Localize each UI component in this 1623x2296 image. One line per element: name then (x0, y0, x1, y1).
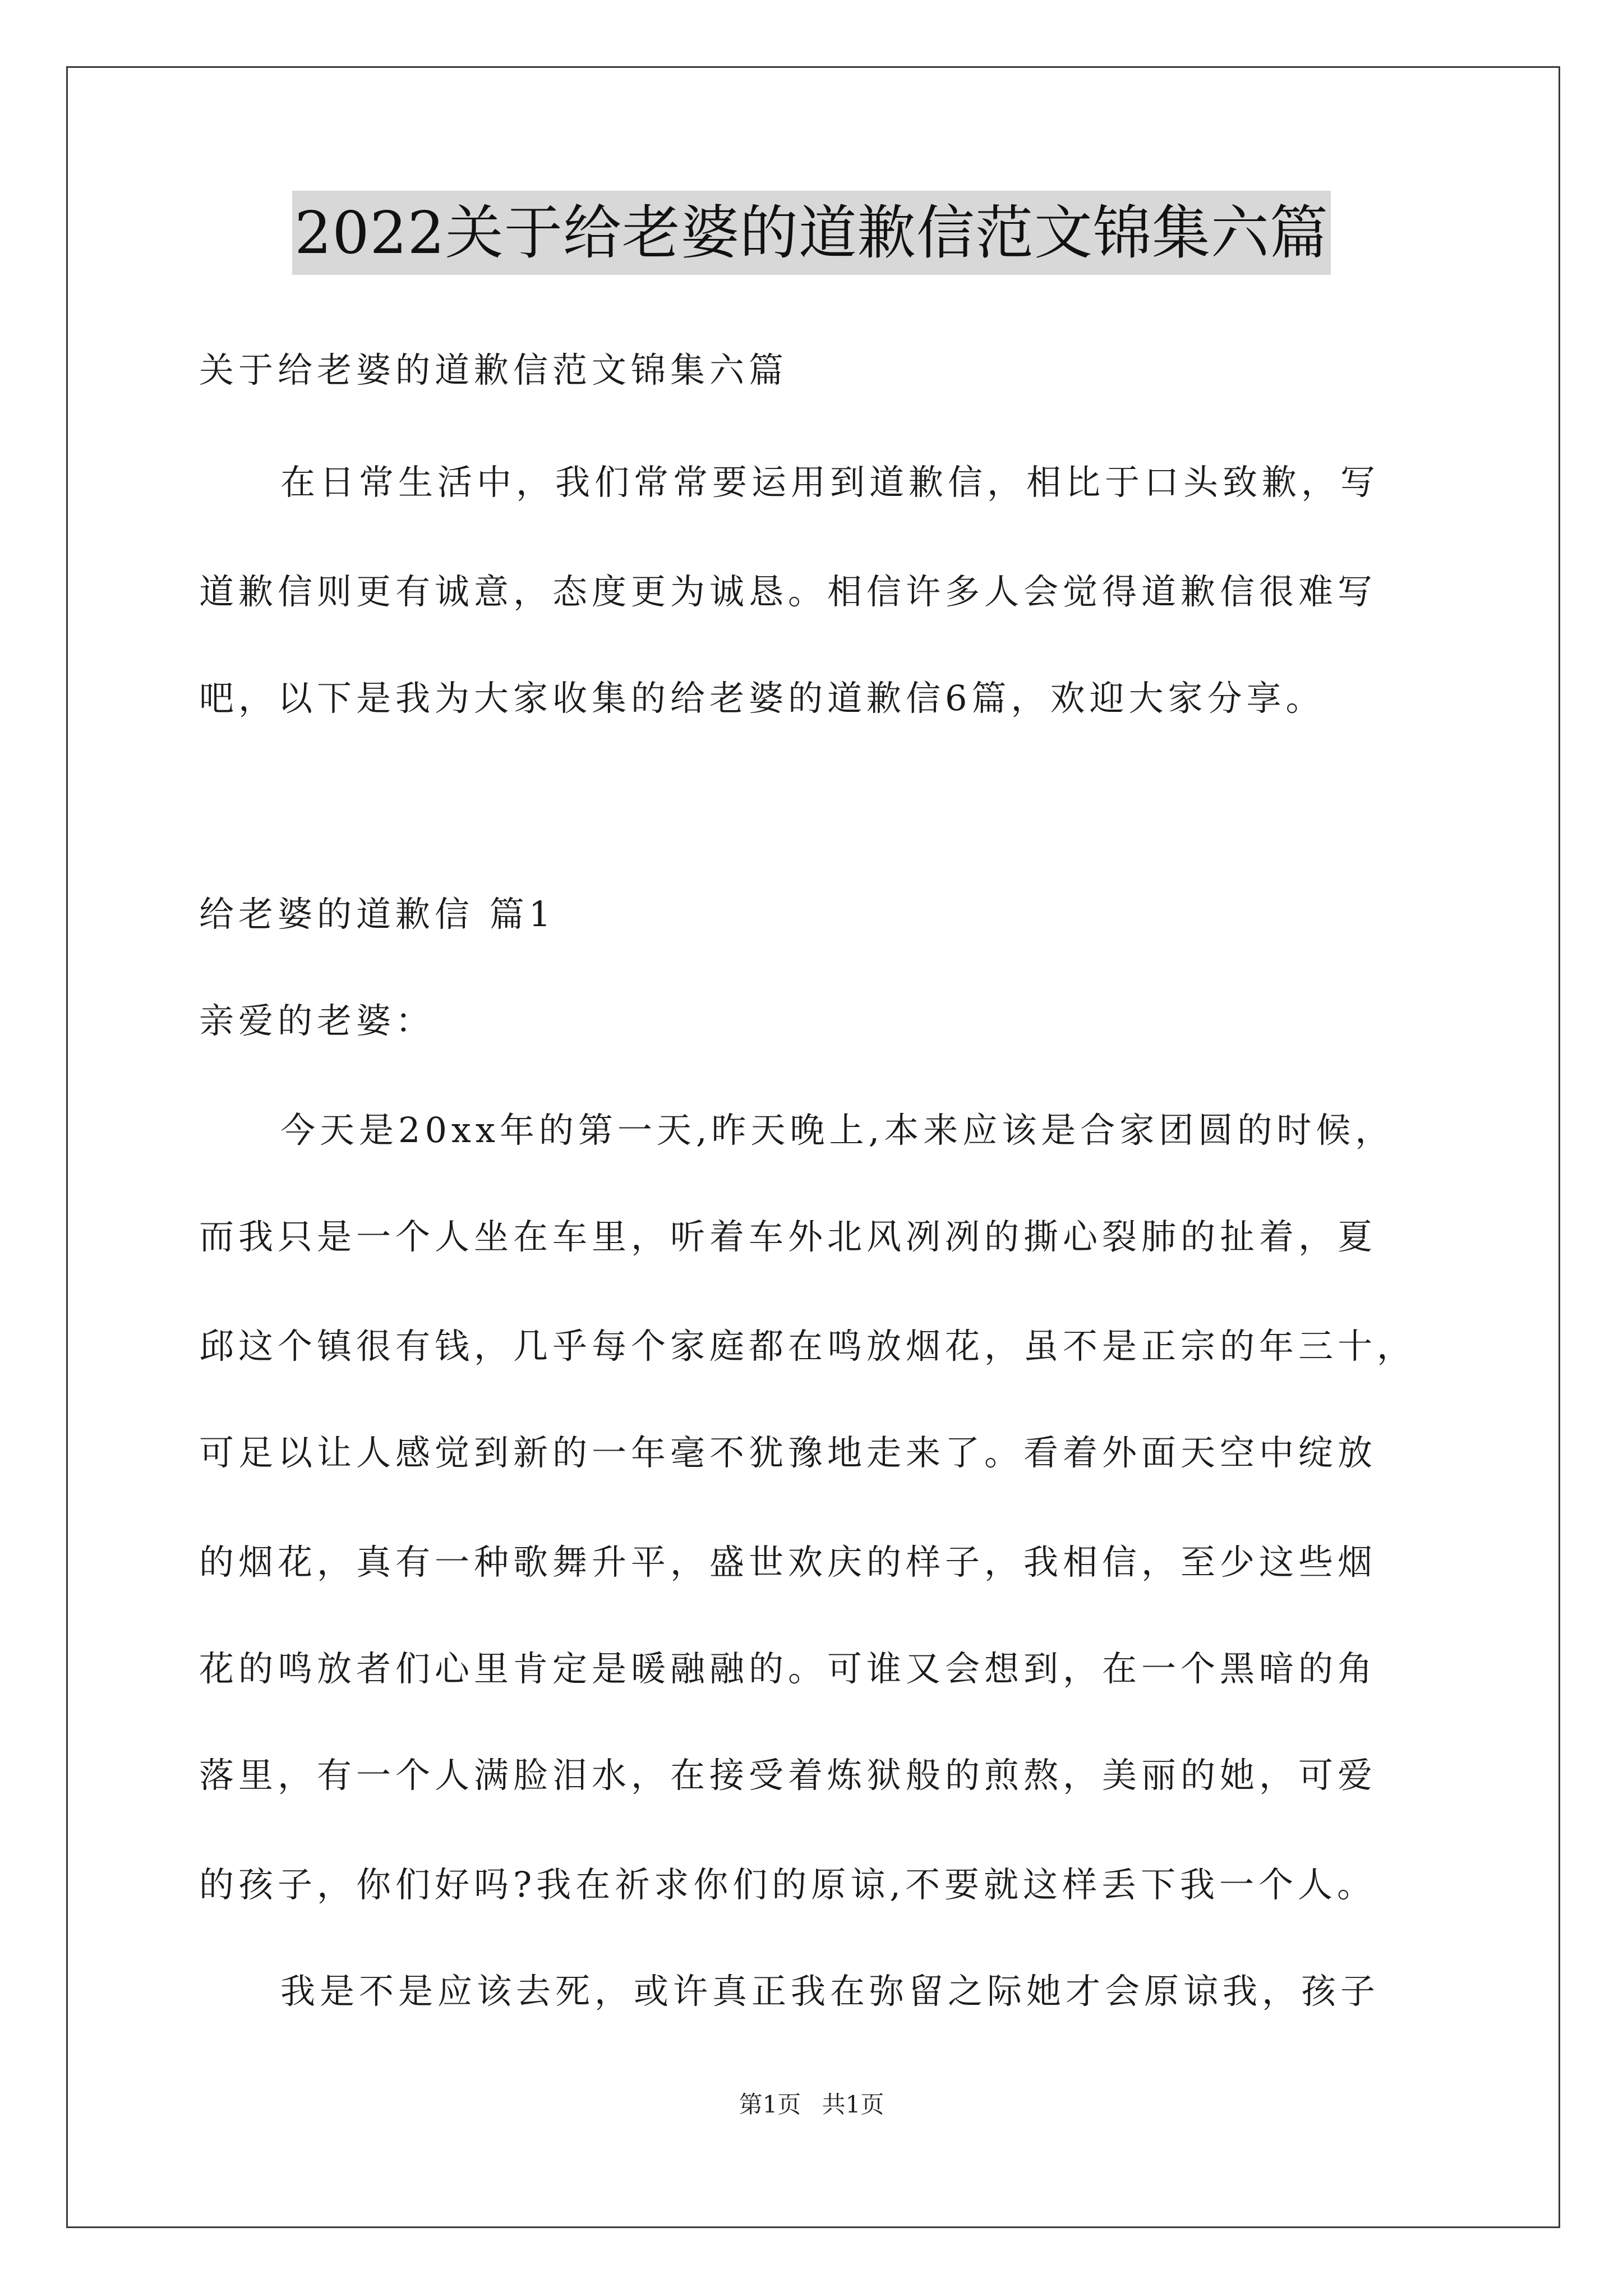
subtitle-line: 关于给老婆的道歉信范文锦集六篇 (199, 349, 789, 390)
paragraph-line: 的孩子，你们好吗?我在祈求你们的原谅,不要就这样丢下我一个人。 (199, 1864, 1376, 1905)
document-title: 2022关于给老婆的道歉信范文锦集六篇 (292, 191, 1331, 275)
page-footer (0, 2088, 1623, 2122)
paragraph-line: 花的鸣放者们心里肯定是暖融融的。可谁又会想到，在一个黑暗的角 (199, 1648, 1377, 1689)
paragraph-line: 在日常生活中，我们常常要运用到道歉信，相比于口头致歉，写 (280, 462, 1380, 503)
paragraph-line: 今天是20xx年的第一天,昨天晚上,本来应该是合家团圆的时候， (280, 1110, 1395, 1151)
title-container (0, 191, 1623, 275)
paragraph-line: 而我只是一个人坐在车里，听着车外北风冽冽的撕心裂肺的扯着，夏 (199, 1216, 1377, 1257)
section-heading: 给老婆的道歉信 篇1 (199, 894, 556, 935)
paragraph-line: 道歉信则更有诚意，态度更为诚恳。相信许多人会觉得道歉信很难写 (199, 571, 1377, 612)
paragraph-line: 邱这个镇很有钱，几乎每个家庭都在鸣放烟花，虽不是正宗的年三十， (199, 1326, 1417, 1366)
page-number-total: 共1页 (822, 2091, 884, 2118)
paragraph-line: 落里，有一个人满脸泪水，在接受着炼狱般的煎熬，美丽的她，可爱 (199, 1755, 1377, 1796)
paragraph-line: 我是不是应该去死，或许真正我在弥留之际她才会原谅我，孩子 (280, 1971, 1380, 2012)
paragraph-line: 的烟花，真有一种歌舞升平，盛世欢庆的样子，我相信，至少这些烟 (199, 1542, 1377, 1582)
paragraph-line: 可足以让人感觉到新的一年毫不犹豫地走来了。看着外面天空中绽放 (199, 1432, 1377, 1473)
page-number-current: 第1页 (739, 2091, 801, 2118)
salutation-line: 亲爱的老婆： (199, 1000, 435, 1041)
paragraph-line: 吧，以下是我为大家收集的给老婆的道歉信6篇，欢迎大家分享。 (199, 678, 1325, 719)
